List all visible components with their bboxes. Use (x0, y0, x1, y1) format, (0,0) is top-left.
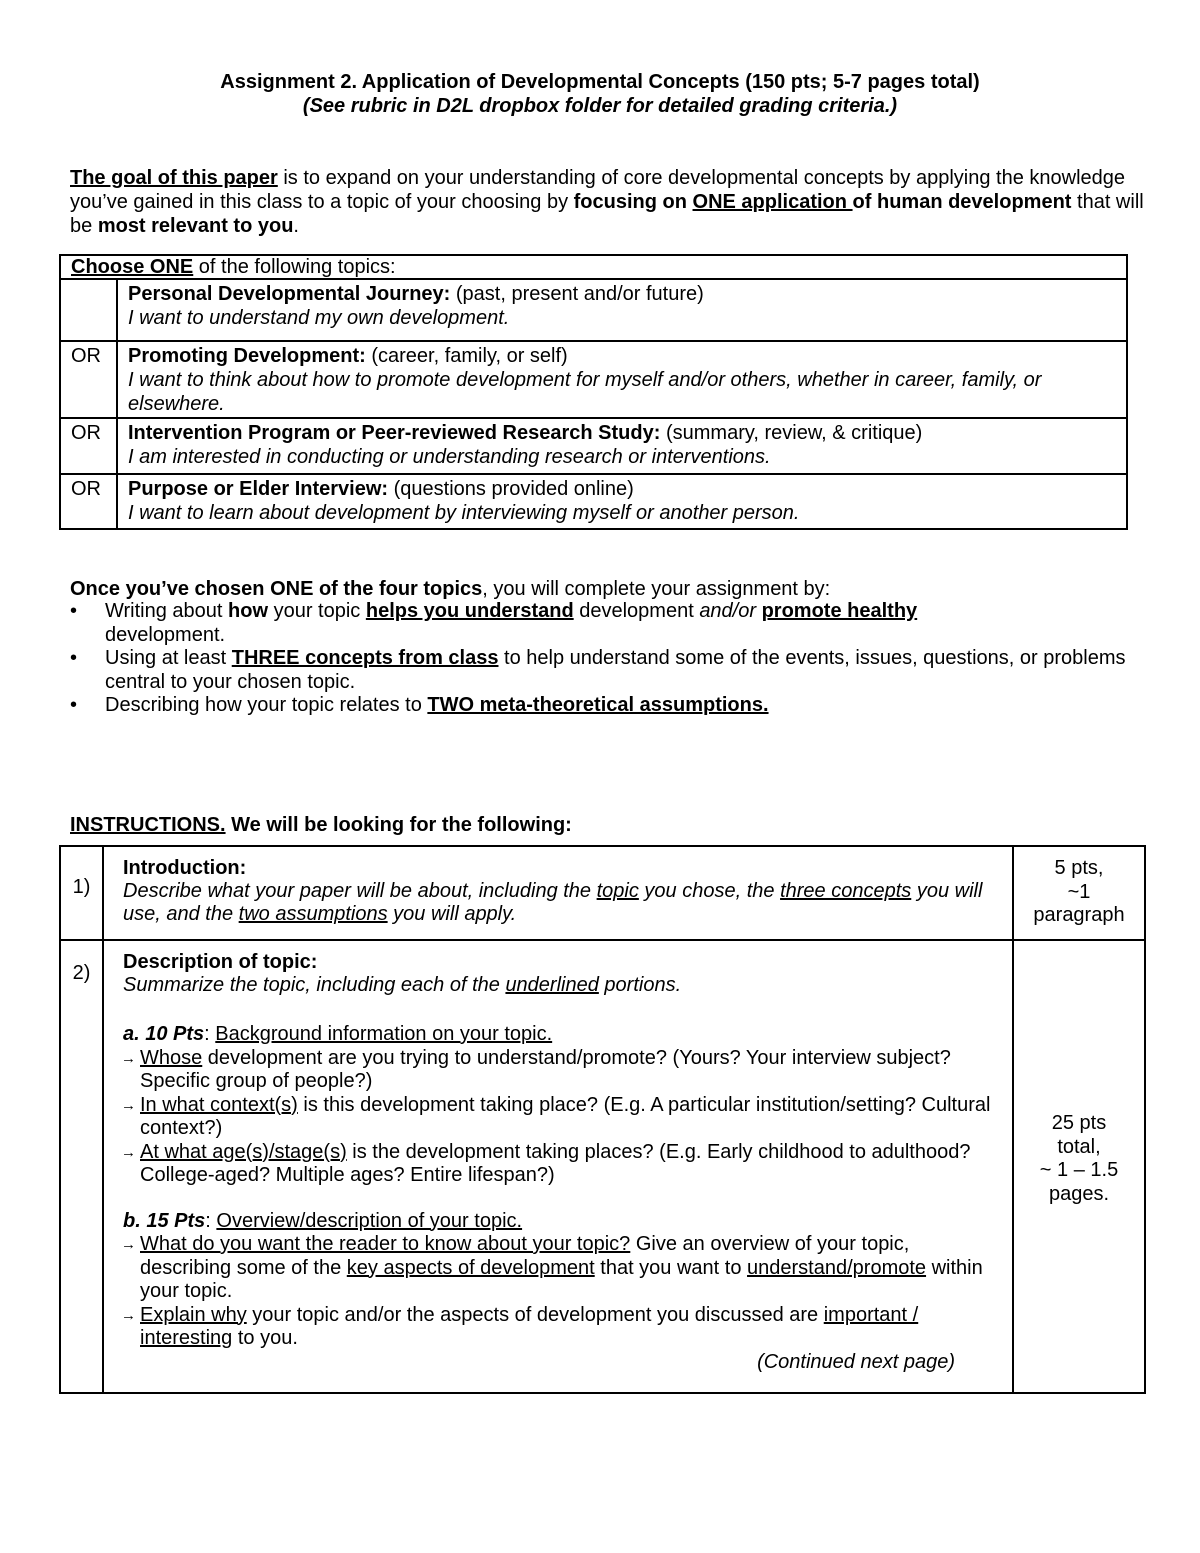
row-title: Description of topic: (123, 951, 318, 973)
continued-note: (Continued next page) (757, 1350, 955, 1373)
text: development are you trying to understand/promote? (Yours? Your interview subject? Specific group of people?) (140, 1046, 951, 1092)
instructions-table (59, 845, 1146, 1394)
emphasis: how (228, 600, 269, 622)
list-item (70, 647, 1145, 694)
topic-or: OR (61, 475, 118, 528)
emphasis: What do you want the reader to know about your topic? (140, 1233, 631, 1255)
list-item (123, 1094, 1000, 1141)
topics-header (61, 256, 1126, 280)
points-line: total, (1057, 1135, 1101, 1158)
text: within your topic. (140, 1256, 983, 1302)
text: to help understand some of the events, issues, questions, or problems central to your chosen topic. (105, 647, 1126, 693)
once-chosen-text (70, 577, 1145, 601)
arrow-right-icon: → (121, 1143, 136, 1161)
instruction-row-introduction (61, 847, 1144, 941)
list-item (123, 1233, 1000, 1304)
text: Describe what your paper will be about, including the (123, 880, 597, 902)
goal-lead: The goal of this paper (70, 167, 278, 189)
text: you chose, the (638, 880, 781, 902)
topic-or: OR (61, 419, 118, 473)
text: your topic and/or the aspects of development you discussed are (246, 1303, 824, 1326)
assignment-title: Assignment 2. Application of Developmental Concepts (150 pts; 5-7 pages total) (220, 71, 980, 93)
list-item (70, 694, 1145, 718)
section-a-title: Background information on your topic. (215, 1023, 553, 1045)
row-title: Introduction: (123, 857, 247, 879)
topic-desc: I want to learn about development by interviewing myself or another person. (128, 502, 800, 524)
requirements-list (70, 600, 1145, 718)
points-cell (1014, 941, 1144, 1392)
section-b-title: Overview/description of your topic. (216, 1209, 523, 1232)
emphasis: two assumptions (238, 903, 388, 925)
emphasis: TWO meta-theoretical assumptions. (427, 694, 769, 716)
topic-row (61, 475, 1126, 528)
text: Using at least (105, 647, 232, 669)
row-description (123, 974, 1000, 997)
goal-end: . (293, 215, 299, 237)
section-a-heading (123, 1023, 1000, 1047)
points-line: ~ 1 – 1.5 (1039, 1159, 1119, 1181)
text: development. (105, 623, 226, 646)
topic-or (61, 280, 118, 340)
points-cell (1014, 847, 1144, 939)
text: you will apply. (387, 903, 517, 925)
text: Give an overview of your topic, describing some of the (140, 1233, 910, 1279)
goal-bold-1: focusing on (573, 191, 693, 213)
goal-text-2: that will be (70, 191, 1144, 237)
topic-row (61, 280, 1126, 342)
goal-bold-underline: ONE application (692, 191, 853, 213)
topic-desc: I am interested in conducting or understanding research or interventions. (128, 446, 771, 468)
row-number: 1) (61, 847, 104, 939)
row-number: 2) (61, 941, 104, 1392)
points-line: 5 pts, (1054, 857, 1104, 879)
text: is this development taking place? (E.g. A particular institution/setting? Cultural context?) (140, 1093, 991, 1139)
text: portions. (598, 974, 682, 996)
emphasis: important / interesting (140, 1303, 919, 1349)
topics-table (59, 254, 1128, 530)
emphasis: underlined (505, 974, 599, 996)
text: you will use, and the (123, 880, 983, 925)
once-rest: , you will complete your assignment by: (482, 578, 831, 600)
list-item (123, 1047, 1000, 1094)
emphasis: In what context(s) (140, 1093, 298, 1116)
topic-paren: (summary, review, & critique) (660, 422, 923, 444)
topics-header-bold: Choose ONE (71, 256, 194, 278)
emphasis: helps you understand (365, 600, 574, 622)
text: : (204, 1023, 216, 1045)
emphasis: three concepts (780, 880, 912, 902)
arrow-right-icon: → (121, 1096, 136, 1114)
emphasis: understand/promote (747, 1256, 927, 1279)
topic-title: Intervention Program or Peer-reviewed Research Study: (128, 422, 661, 444)
goal-bold-2: of human development (852, 191, 1072, 213)
list-item (123, 1304, 1000, 1351)
emphasis: key aspects of development (346, 1256, 595, 1279)
bullet-icon: • (70, 694, 78, 716)
topic-desc: I want to think about how to promote development for myself and/or others, whether in career, family, or elsewhere. (128, 369, 1042, 415)
topic-title: Personal Developmental Journey: (128, 283, 451, 305)
text: that you want to (594, 1256, 748, 1279)
section-a-label: a. 10 Pts (123, 1023, 205, 1045)
emphasis: At what age(s)/stage(s) (140, 1140, 347, 1163)
once-bold: Once you’ve chosen ONE of the four topics (70, 578, 483, 600)
text: development (573, 600, 700, 622)
text: Describing how your topic relates to (105, 694, 428, 716)
emphasis: Whose (140, 1046, 203, 1069)
points-line: 25 pts (1051, 1112, 1107, 1134)
topic-or: OR (61, 342, 118, 417)
topic-paren: (career, family, or self) (365, 345, 568, 367)
goal-paragraph (70, 166, 1145, 238)
topics-header-rest: of the following topics: (193, 256, 396, 278)
topic-title: Purpose or Elder Interview: (128, 478, 389, 500)
topic-row (61, 342, 1126, 419)
points-line: pages. (1048, 1182, 1110, 1205)
topic-title: Promoting Development: (128, 345, 366, 367)
emphasis: Explain why (140, 1303, 247, 1326)
text: your topic (268, 600, 366, 622)
topic-paren: (questions provided online) (388, 478, 634, 500)
text: : (205, 1209, 217, 1232)
text: to you. (232, 1327, 298, 1349)
emphasis: and/or (699, 600, 757, 622)
bullet-icon: • (70, 647, 78, 669)
goal-bold-3: most relevant to you (97, 215, 294, 237)
text: is the development taking places? (E.g. Early childhood to adulthood? College-aged? Multiple ages? Entire lifespan?) (140, 1140, 971, 1186)
emphasis: promote healthy (761, 600, 918, 622)
section-b-heading (123, 1210, 1000, 1234)
arrow-right-icon: → (121, 1236, 136, 1253)
topic-desc: I want to understand my own development. (128, 307, 510, 329)
emphasis: topic (596, 880, 639, 902)
text: Summarize the topic, including each of the (123, 974, 506, 996)
points-line: ~1 (1067, 880, 1091, 903)
points-line: paragraph (1033, 904, 1125, 926)
instructions-heading (70, 813, 572, 837)
list-item (70, 600, 1145, 647)
topic-paren: (past, present and/or future) (450, 283, 704, 305)
emphasis: THREE concepts from class (231, 647, 499, 669)
text: Writing about (105, 600, 229, 622)
instructions-heading-rest: We will be looking for the following: (225, 814, 572, 836)
assignment-subtitle: (See rubric in D2L dropbox folder for detailed grading criteria.) (302, 95, 898, 117)
section-b-label: b. 15 Pts (123, 1209, 206, 1232)
topic-row (61, 419, 1126, 475)
instructions-heading-label: INSTRUCTIONS. (70, 814, 226, 836)
bullet-icon: • (70, 600, 78, 622)
row-description (123, 880, 1000, 926)
arrow-right-icon: → (121, 1049, 136, 1067)
goal-text-1: is to expand on your understanding of core developmental concepts by applying the knowledge you’ve gained in this class to a topic of your choosing by (70, 167, 1126, 213)
list-item (123, 1141, 1000, 1188)
instruction-row-description (61, 941, 1144, 1392)
arrow-right-icon: → (121, 1306, 136, 1324)
